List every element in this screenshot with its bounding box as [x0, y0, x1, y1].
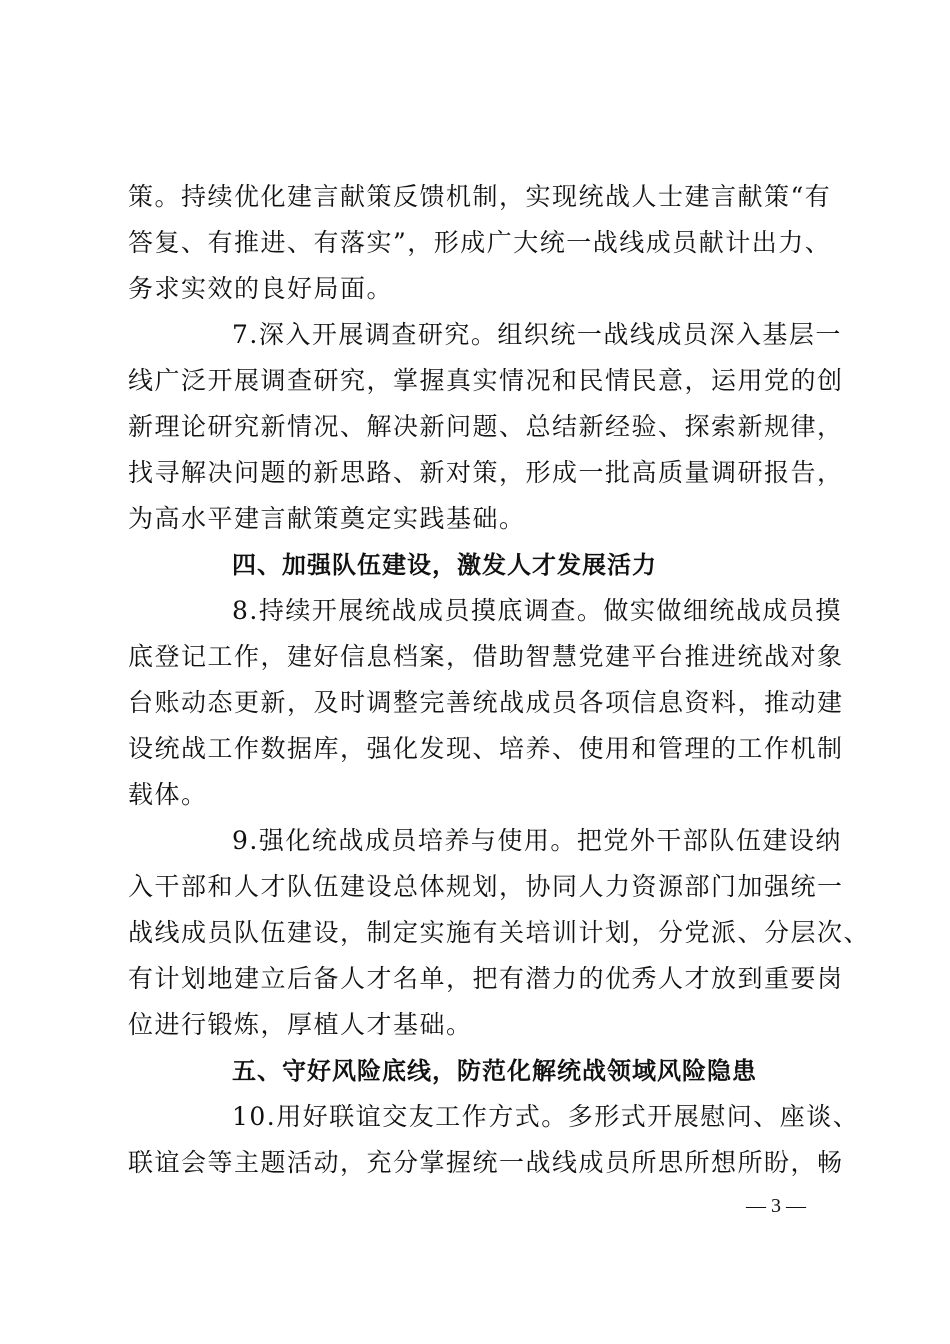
- text-line: 策。持续优化建言献策反馈机制，实现统战人士建言献策“有: [128, 182, 832, 211]
- text-line: 载体。: [128, 780, 208, 809]
- paragraph-9-first-line: 9.强化统战成员培养与使用。把党外干部队伍建设纳: [232, 826, 842, 855]
- section-heading-4: 四、加强队伍建设，激发人才发展活力: [232, 551, 657, 579]
- paragraph-10-first-line: 10.用好联谊交友工作方式。多形式开展慰问、座谈、: [232, 1102, 860, 1131]
- text-line: 战线成员队伍建设，制定实施有关培训计划，分党派、分层次、: [128, 918, 871, 947]
- text-line: 入干部和人才队伍建设总体规划，协同人力资源部门加强统一: [128, 872, 844, 901]
- text-line: 答复、有推进、有落实”，形成广大统一战线成员献计出力、: [128, 228, 832, 257]
- text-line: 联谊会等主题活动，充分掌握统一战线成员所思所想所盼，畅: [128, 1148, 844, 1177]
- text-line: 新理论研究新情况、解决新问题、总结新经验、探索新规律，: [128, 412, 844, 441]
- text-line: 务求实效的良好局面。: [128, 274, 394, 303]
- paragraph-7-first-line: 7.深入开展调查研究。组织统一战线成员深入基层一: [232, 320, 842, 349]
- text-line: 有计划地建立后备人才名单，把有潜力的优秀人才放到重要岗: [128, 964, 844, 993]
- text-line: 找寻解决问题的新思路、新对策，形成一批高质量调研报告，: [128, 458, 844, 487]
- text-line: 线广泛开展调查研究，掌握真实情况和民情民意，运用党的创: [128, 366, 844, 395]
- text-line: 底登记工作，建好信息档案，借助智慧党建平台推进统战对象: [128, 642, 844, 671]
- paragraph-8-first-line: 8.持续开展统战成员摸底调查。做实做细统战成员摸: [232, 596, 842, 625]
- text-line: 为高水平建言献策奠定实践基础。: [128, 504, 526, 533]
- text-line: 设统战工作数据库，强化发现、培养、使用和管理的工作机制: [128, 734, 844, 763]
- text-line: 台账动态更新，及时调整完善统战成员各项信息资料，推动建: [128, 688, 844, 717]
- section-heading-5: 五、守好风险底线，防范化解统战领域风险隐患: [232, 1057, 757, 1085]
- text-line: 位进行锻炼，厚植人才基础。: [128, 1010, 473, 1039]
- page-number: — 3 —: [746, 1195, 806, 1217]
